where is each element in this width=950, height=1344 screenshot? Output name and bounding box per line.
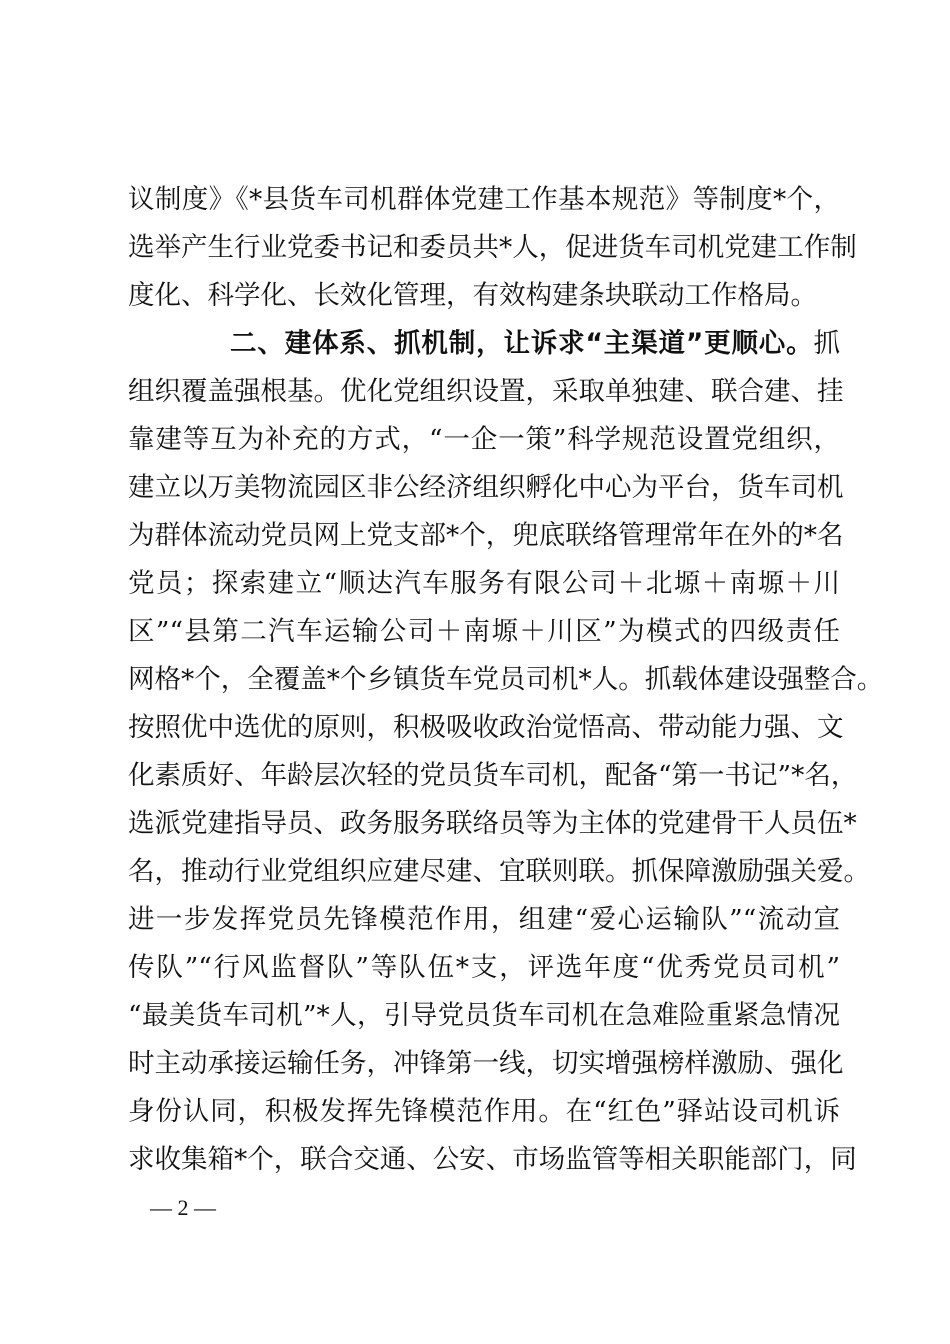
body-line-8: 为群体流动党员网上党支部*个，兜底联络管理常年在外的*名 — [128, 520, 844, 551]
body-line-14: 选派党建指导员、政务服务联络员等为主体的党建骨干人员伍* — [128, 808, 857, 839]
body-line-11: 网格*个，全覆盖*个乡镇货车党员司机*人。抓载体建设强整合。 — [128, 664, 884, 695]
page-number: — 2 — — [150, 1195, 216, 1220]
body-line-12: 按照优中选优的原则，积极吸收政治觉悟高、带动能力强、文 — [128, 712, 844, 743]
body-line-18: “最美货车司机”*人，引导党员货车司机在急难险重紧急情况 — [128, 1000, 840, 1031]
body-line-17: 传队”“行风监督队”等队伍*支，评选年度“优秀党员司机” — [128, 952, 840, 983]
body-line-16: 进一步发挥党员先锋模范作用，组建“爱心运输队”“流动宣 — [128, 904, 840, 935]
body-line-15: 名，推动行业党组织应建尽建、宜联则联。抓保障激励强关爱。 — [128, 856, 870, 887]
body-line-1: 议制度》《*县货车司机群体党建工作基本规范》等制度*个， — [128, 184, 840, 215]
body-line-21: 求收集箱*个，联合交通、公安、市场监管等相关职能部门，同 — [128, 1144, 857, 1175]
body-line-7: 建立以万美物流园区非公经济组织孵化中心为平台，货车司机 — [128, 472, 844, 503]
section-heading-rest: 抓 — [813, 328, 840, 359]
body-line-6: 靠建等互为补充的方式，“一企一策”科学规范设置党组织， — [128, 424, 840, 455]
body-line-10: 区”“县第二汽车运输公司＋南塬＋川区”为模式的四级责任 — [128, 616, 840, 647]
body-line-3: 度化、科学化、长效化管理，有效构建条块联动工作格局。 — [128, 280, 817, 311]
section-heading-line — [230, 328, 840, 359]
body-line-20: 身份认同，积极发挥先锋模范作用。在“红色”驿站设司机诉 — [128, 1096, 840, 1127]
body-line-19: 时主动承接运输任务，冲锋第一线，切实增强榜样激励、强化 — [128, 1048, 844, 1079]
section-heading: 二、建体系、抓机制，让诉求“主渠道”更顺心。 — [230, 328, 814, 359]
body-line-5: 组织覆盖强根基。优化党组织设置，采取单独建、联合建、挂 — [128, 376, 844, 407]
body-line-2: 选举产生行业党委书记和委员共*人，促进货车司机党建工作制 — [128, 232, 857, 263]
body-line-9: 党员；探索建立“顺达汽车服务有限公司＋北塬＋南塬＋川 — [128, 568, 840, 599]
body-line-13: 化素质好、年龄层次轻的党员货车司机，配备“第一书记”*名， — [128, 760, 858, 791]
